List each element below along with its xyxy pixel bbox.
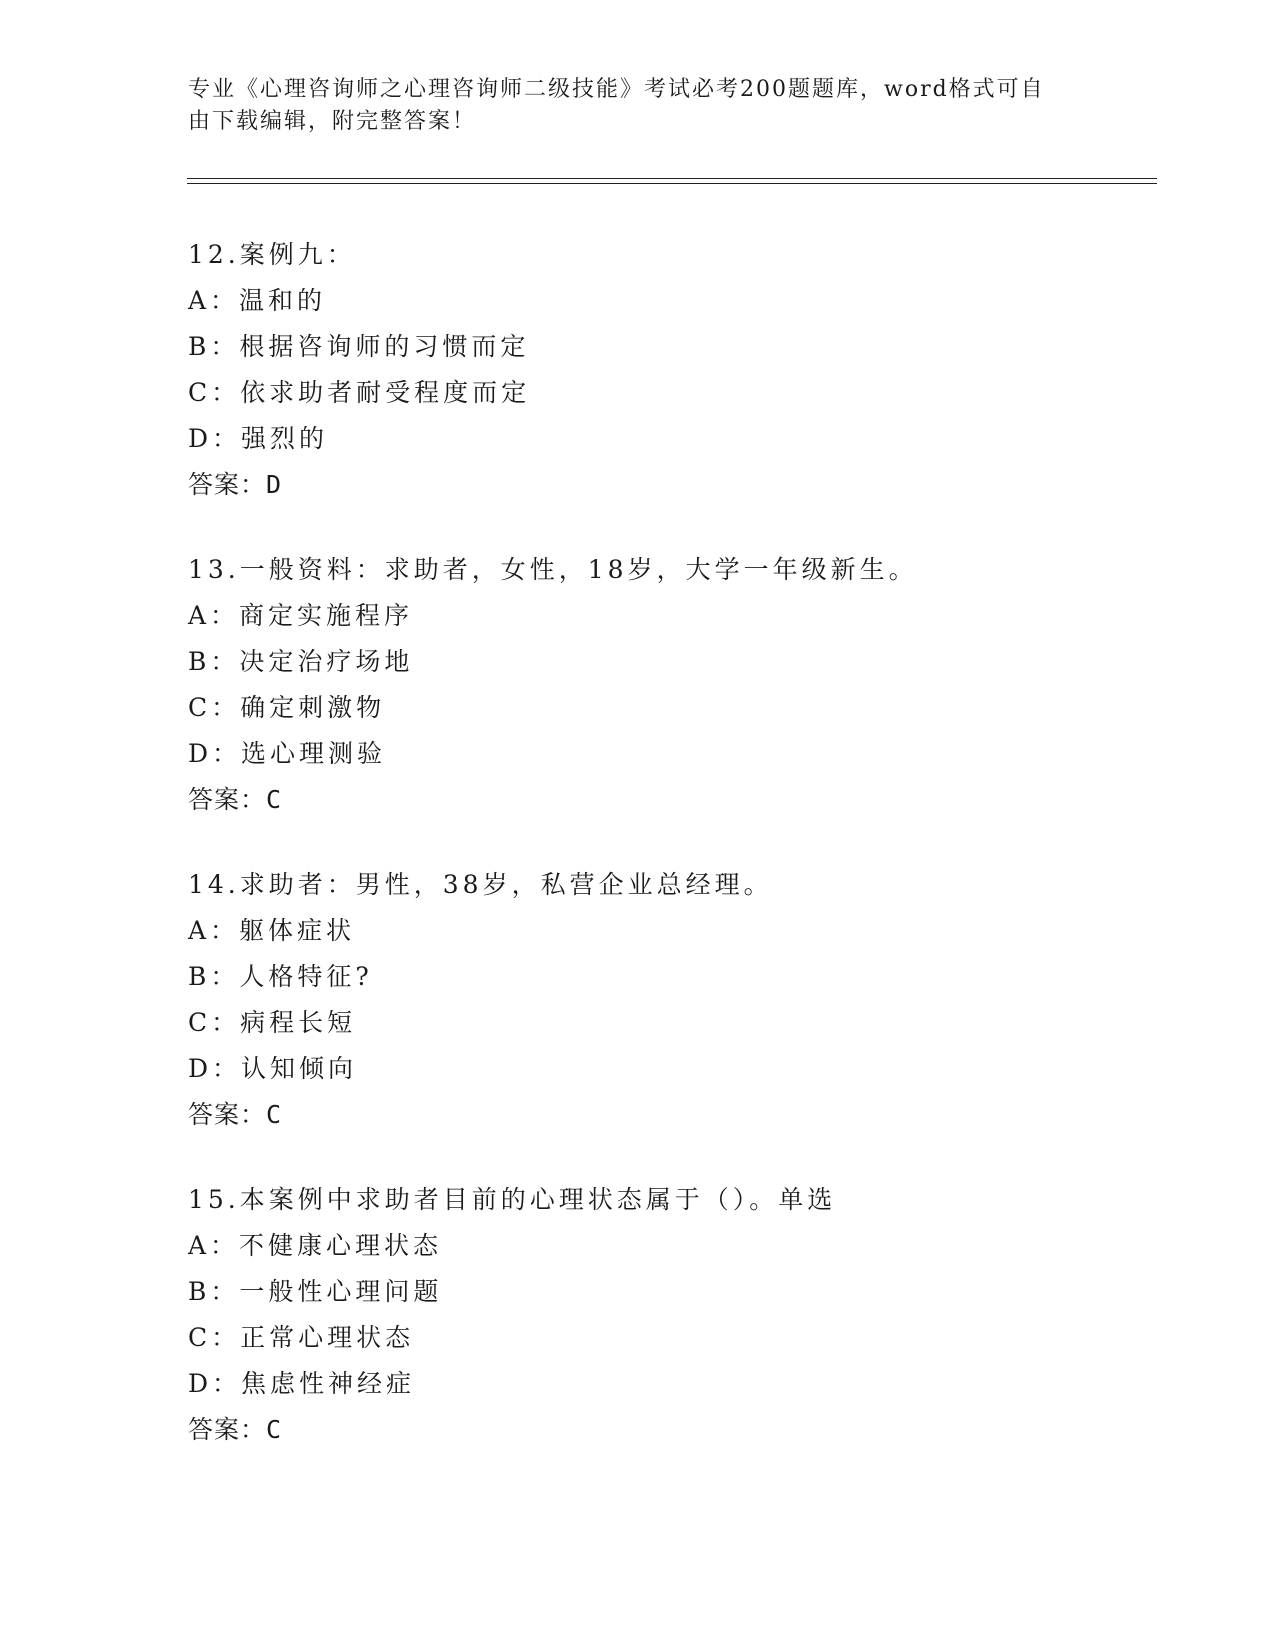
question-block (188, 862, 1148, 1138)
document-header: 专业《心理咨询师之心理咨询师二级技能》考试必考200题题库，word格式可自由下载编辑，附完整答案！ (188, 77, 1045, 134)
option-b: B：一般性心理问题 (188, 1277, 443, 1306)
header-divider-top (187, 178, 1157, 179)
option-b: B：根据咨询师的习惯而定 (188, 332, 530, 361)
option-c: C：确定刺激物 (188, 693, 386, 722)
answer-label: 答案： (188, 785, 267, 814)
option-b: B：决定治疗场地 (188, 647, 414, 676)
option-c: C：依求助者耐受程度而定 (188, 378, 531, 407)
answer-line (188, 1407, 1148, 1453)
answer-line (188, 777, 1148, 823)
option-a: A：躯体症状 (188, 916, 356, 945)
answer-label: 答案： (188, 470, 267, 499)
answer-label: 答案： (188, 1100, 267, 1129)
answer-value: C (266, 1100, 282, 1129)
option-c: C：正常心理状态 (188, 1323, 415, 1352)
question-stem: 15.本案例中求助者目前的心理状态属于（）。单选 (188, 1185, 837, 1214)
option-a: A：温和的 (188, 286, 327, 315)
option-d: D：选心理测验 (188, 739, 387, 768)
question-block (188, 1177, 1148, 1453)
question-block (188, 547, 1148, 823)
answer-label: 答案： (188, 1415, 267, 1444)
option-a: A：商定实施程序 (188, 601, 414, 630)
question-stem: 14.求助者：男性，38岁，私营企业总经理。 (188, 870, 773, 899)
option-d: D：强烈的 (188, 424, 329, 453)
option-c: C：病程长短 (188, 1008, 357, 1037)
answer-line (188, 1092, 1148, 1138)
option-d: D：焦虑性神经症 (188, 1369, 416, 1398)
option-d: D：认知倾向 (188, 1054, 358, 1083)
answer-value: C (266, 785, 282, 814)
answer-line (188, 462, 1148, 508)
answer-value: C (266, 1415, 282, 1444)
question-block (188, 232, 1148, 508)
option-a: A：不健康心理状态 (188, 1231, 443, 1260)
option-b: B：人格特征? (188, 962, 373, 991)
question-stem: 12.案例九： (188, 240, 356, 269)
question-stem: 13.一般资料：求助者，女性，18岁，大学一年级新生。 (188, 555, 918, 584)
answer-value: D (266, 470, 282, 499)
header-divider-bottom (187, 183, 1157, 184)
